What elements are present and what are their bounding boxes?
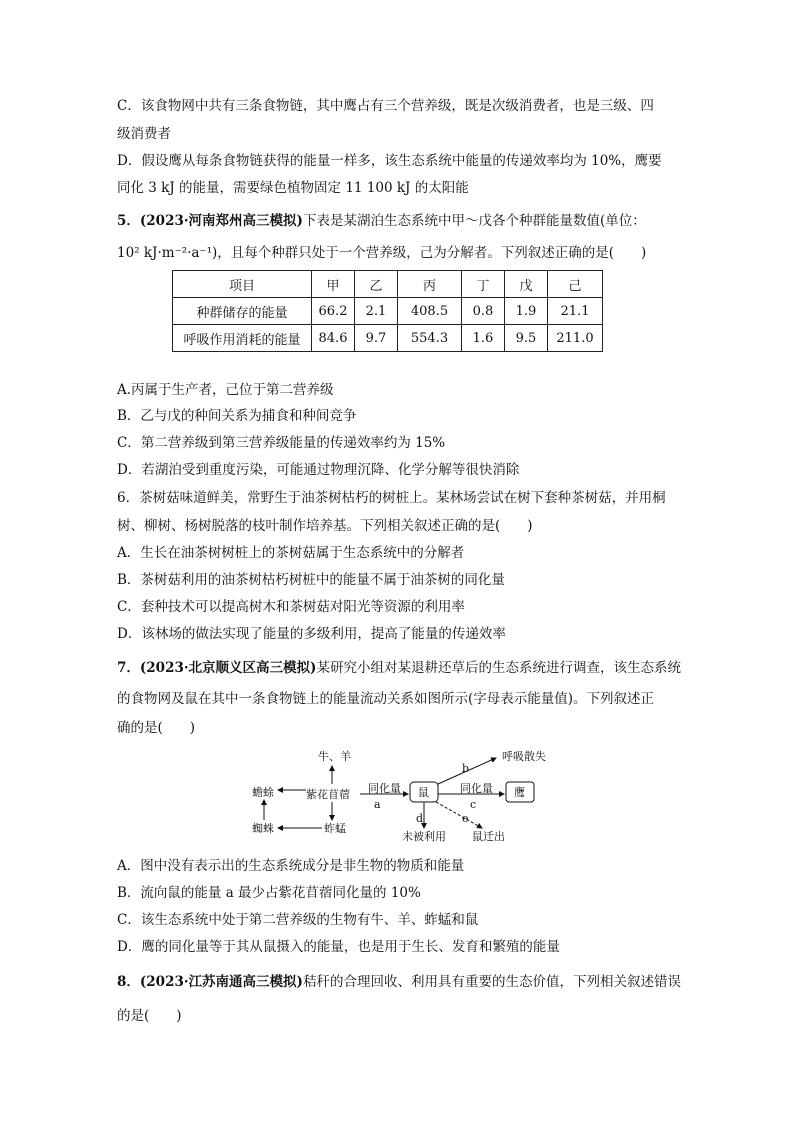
table-header-cell: 己 (548, 271, 603, 298)
q6-stem-line-2: 树、柳树、杨树脱落的枝叶制作培养基。下列相关叙述正确的是( ) (117, 518, 533, 534)
label-c: c (470, 798, 477, 811)
label-shuqianchu: 鼠迁出 (472, 830, 505, 843)
q6-option-c: C．套种技术可以提高树木和茶树菇对阳光等资源的利用率 (117, 599, 465, 615)
q7-option-c: C．该生态系统中处于第二营养级的生物有牛、羊、蚱蜢和鼠 (117, 912, 479, 928)
q5-option-d: D．若湖泊受到重度污染，可能通过物理沉降、化学分解等很快消除 (117, 462, 520, 478)
label-ying: 鹰 (514, 786, 525, 799)
table-cell: 66.2 (312, 298, 355, 325)
label-huxisanshi: 呼吸散失 (502, 750, 546, 763)
table-header-cell: 乙 (355, 271, 398, 298)
table-cell: 211.0 (548, 325, 603, 352)
q6-option-b: B．茶树菇利用的油茶树枯朽树桩中的能量不属于油茶树的同化量 (117, 572, 505, 588)
option-c-line-1: C．该食物网中共有三条食物链，其中鹰占有三个营养级，既是次级消费者，也是三级、四 (117, 98, 654, 114)
table-header-row (173, 271, 603, 298)
q8-source: 8．(2023·江苏南通高三模拟) (117, 974, 303, 990)
table-cell: 种群储存的能量 (173, 298, 312, 325)
table-cell: 21.1 (548, 298, 603, 325)
label-tonghualiang-a: 同化量 (368, 782, 401, 795)
table-header-cell: 丙 (398, 271, 462, 298)
q5-option-a: A.丙属于生产者，己位于第二营养级 (117, 382, 334, 398)
table-cell: 554.3 (398, 325, 462, 352)
label-tonghualiang-c: 同化量 (460, 782, 493, 795)
table-header-cell: 甲 (312, 271, 355, 298)
q7-stem-line-2: 的食物网及鼠在其中一条食物链上的能量流动关系如图所示(字母表示能量值)。下列叙述正 (117, 691, 655, 707)
q7-option-a: A．图中没有表示出的生态系统成分是非生物的物质和能量 (117, 858, 465, 874)
q5-stem-line-2: 10² kJ·m⁻²·a⁻¹)，且每个种群只处于一个营养级，己为分解者。下列叙述正确的是( ) (117, 245, 647, 261)
table-cell: 2.1 (355, 298, 398, 325)
table-cell: 1.6 (462, 325, 505, 352)
q6-option-d: D．该林场的做法实现了能量的多级利用，提高了能量的传递效率 (117, 626, 506, 642)
table-row (173, 298, 603, 325)
table-cell: 1.9 (505, 298, 548, 325)
q7-stem-line-3: 确的是( ) (117, 720, 196, 736)
label-zhameng: 蚱蜢 (324, 822, 346, 835)
option-d-line-1: D．假设鹰从每条食物链获得的能量一样多，该生态系统中能量的传递效率均为 10%，鹰要 (117, 153, 662, 169)
q5-option-c: C．第二营养级到第三营养级能量的传递效率约为 15% (117, 435, 446, 451)
option-d-line-2: 同化 3 kJ 的能量，需要绿色植物固定 11 100 kJ 的太阳能 (117, 180, 469, 196)
label-d: d (416, 812, 424, 825)
energy-table (172, 270, 603, 352)
label-zhizhu: 蜘蛛 (252, 822, 274, 835)
table-header-cell: 丁 (462, 271, 505, 298)
label-e: e (462, 812, 469, 825)
table-header-cell: 戊 (505, 271, 548, 298)
q7-source: 7．(2023·北京顺义区高三模拟) (117, 660, 317, 676)
q6-option-a: A．生长在油茶树树桩上的茶树菇属于生态系统中的分解者 (117, 545, 465, 561)
q7-option-d: D．鹰的同化量等于其从鼠摄入的能量，也是用于生长、发育和繁殖的能量 (117, 939, 560, 955)
q5-stem-line-1 (117, 211, 646, 231)
label-shu: 鼠 (418, 786, 429, 799)
q8-stem-line-2: 的是( ) (117, 1008, 182, 1024)
table-cell: 9.5 (505, 325, 548, 352)
table-cell: 9.7 (355, 325, 398, 352)
q5-stem: 下表是某湖泊生态系统中甲～戊各个种群能量数值(单位： (302, 213, 646, 229)
table-cell: 呼吸作用消耗的能量 (173, 325, 312, 352)
q7-stem-line-1 (117, 658, 681, 678)
label-niu-yang: 牛、羊 (318, 750, 351, 763)
option-c-line-2: 级消费者 (117, 126, 171, 142)
table-row (173, 325, 603, 352)
label-zihuamuxu: 紫花苜蓿 (306, 788, 350, 801)
q5-source: 5．(2023·河南郑州高三模拟) (117, 213, 303, 229)
table-header-cell: 项目 (173, 271, 312, 298)
q5-option-b: B．乙与戊的种间关系为捕食和种间竞争 (117, 408, 357, 424)
table-cell: 408.5 (398, 298, 462, 325)
q7-option-b: B．流向鼠的能量 a 最少占紫花苜蓿同化量的 10% (117, 885, 421, 901)
food-web-diagram (250, 746, 580, 846)
q8-stem: 秸秆的合理回收、利用具有重要的生态价值，下列相关叙述错误 (302, 974, 681, 990)
q6-stem-line-1: 6．茶树菇味道鲜美，常野生于油茶树枯朽的树桩上。某林场尝试在树下套种茶树菇，并用桐 (117, 490, 666, 506)
table-cell: 84.6 (312, 325, 355, 352)
label-weibeiliyong: 未被利用 (402, 830, 446, 843)
q7-stem: 某研究小组对某退耕还草后的生态系统进行调查，该生态系统 (316, 660, 681, 676)
label-chanchu: 蟾蜍 (252, 786, 274, 799)
table-cell: 0.8 (462, 298, 505, 325)
label-b: b (462, 762, 470, 775)
q8-stem-line-1 (117, 972, 681, 992)
label-a: a (374, 798, 381, 811)
